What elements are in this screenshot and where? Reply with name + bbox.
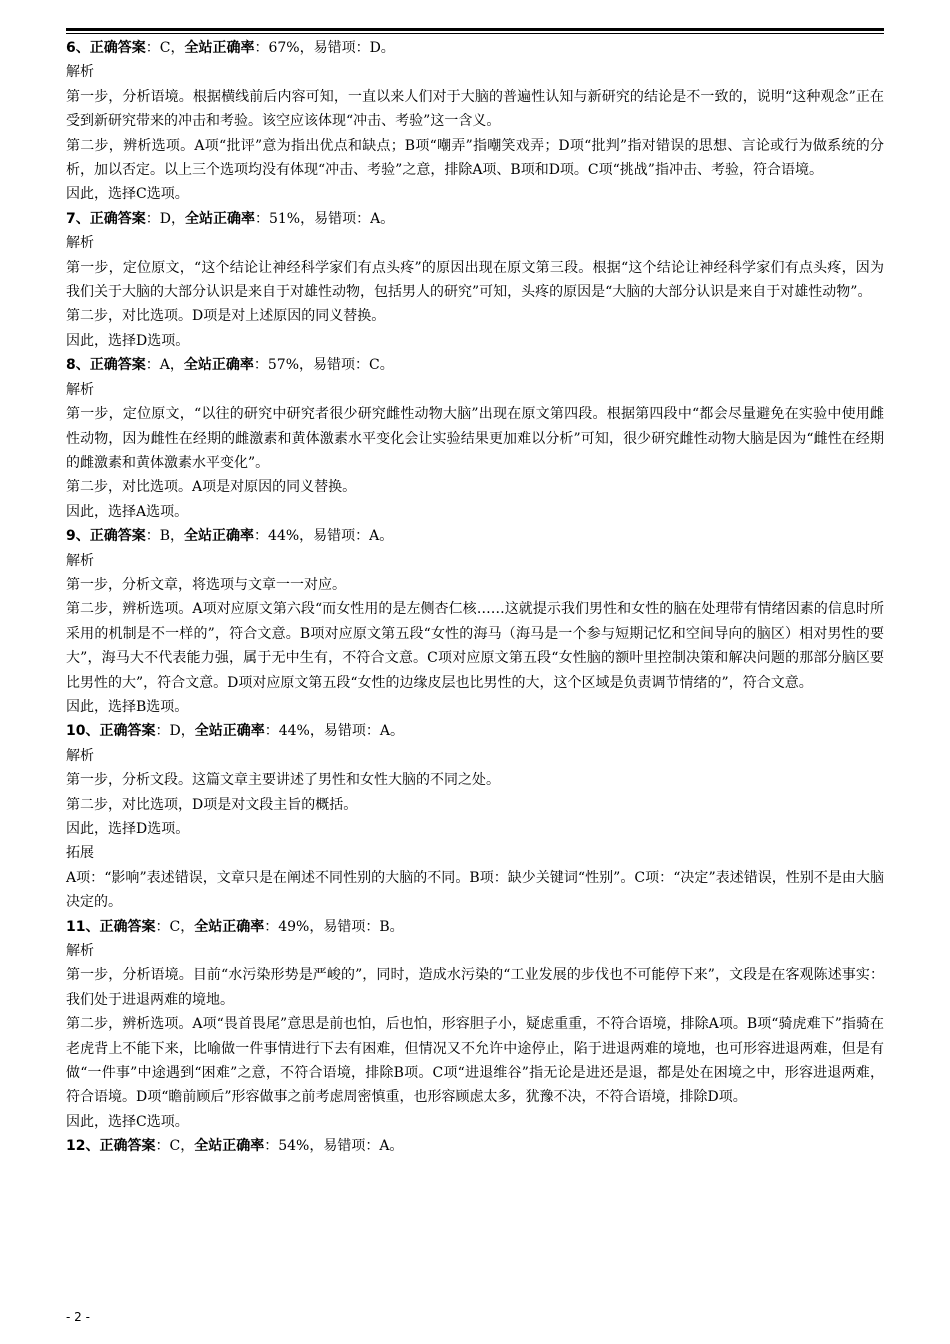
header-rule <box>66 28 884 34</box>
question-number: 10、 <box>66 723 100 740</box>
question-section <box>66 1134 884 1158</box>
rate-label: 全站正确率 <box>183 357 254 374</box>
rate-value: ：67%，易错项：D。 <box>254 40 395 56</box>
explanation-line: 因此，选择D选项。 <box>66 821 190 837</box>
answer-line <box>66 1134 884 1158</box>
explanation-paragraph: 第一步，分析语境。目前“水污染形势是严峻的”，同时，造成水污染的“工业发展的步伐也不可能停下来”，文段是在客观陈述事实：我们处于进退两难的境地。 <box>66 967 884 1008</box>
answer-label: 正确答案 <box>89 40 146 56</box>
answer-line <box>66 524 884 548</box>
explanation-line: 因此，选择C选项。 <box>66 1113 189 1130</box>
explanation-line: 第一步，分析文段。这篇文章主要讲述了男性和女性大脑的不同之处。 <box>66 772 500 789</box>
explanation-paragraph: 第二步，辨析选项。A项“畏首畏尾”意思是前也怕，后也怕，形容胆子小，疑虑重重，不符合语境，排除A项。B项“骑虎难下”指骑在老虎背上不能下来，比喻做一件事情进行下去有困难，但情况又不允许中途停止，陷于进退两难的境地，也可形容进退两难，但是有做“一件事”中途遇到“困难”之意，不符合语境，排除B项。C项“进退维谷”指无论是进还是退，都是处在困境之中，形容进退两难，符合语境。D项“瞻前顾后”形容做事之前考虑周密慎重，也形容顾虑太多，犹豫不决，不符合语境，排除D项。 <box>66 1016 884 1106</box>
question-number: 7、 <box>66 210 90 227</box>
explanation-line: 解析 <box>66 381 94 398</box>
explanation-line: 第一步，分析文章，将选项与文章一一对应。 <box>66 576 346 593</box>
answer-label: 正确答案 <box>89 528 146 545</box>
explanation-line: 解析 <box>66 235 94 252</box>
answer-line <box>66 915 884 939</box>
rate-label: 全站正确率 <box>184 528 255 545</box>
explanation-line: 因此，选择D选项。 <box>66 332 190 349</box>
question-number: 11、 <box>66 918 100 935</box>
question-section <box>66 524 884 719</box>
rate-label: 全站正确率 <box>184 40 255 56</box>
explanation-line: 第二步，对比选项，D项是对文段主旨的概括。 <box>66 796 358 813</box>
answer-line <box>66 36 884 60</box>
explanation-paragraph: 第一步，分析语境。根据横线前后内容可知，一直以来人们对于大脑的普遍性认知与新研究的结论是不一致的，说明“这种观念”正在受到新研究带来的冲击和考验。该空应该体现“冲击、考验”这一含义。 <box>66 88 884 130</box>
answer-value: ：D， <box>145 210 185 227</box>
question-number: 9、 <box>66 528 90 545</box>
question-number: 6、 <box>66 40 90 56</box>
explanation-paragraph: A项：“影响”表述错误，文章只是在阐述不同性别的大脑的不同。B项：缺少关键词“性别”。C项：“决定”表述错误，性别不是由大脑决定的。 <box>66 869 884 911</box>
explanation-line: 解析 <box>66 64 94 81</box>
page-content <box>66 36 884 1159</box>
answer-value: ：C， <box>155 918 195 935</box>
answer-line <box>66 353 884 377</box>
question-section <box>66 36 884 207</box>
explanation-line: 拓展 <box>66 845 94 862</box>
question-section <box>66 719 884 914</box>
answer-line <box>66 207 884 231</box>
answer-label: 正确答案 <box>99 918 156 935</box>
rate-value: ：54%，易错项：A。 <box>264 1138 404 1155</box>
explanation-line: 第二步，对比选项。D项是对上述原因的同义替换。 <box>66 308 386 325</box>
rate-label: 全站正确率 <box>194 1138 265 1155</box>
question-section <box>66 207 884 353</box>
explanation-paragraph: 第二步，辨析选项。A项对应原文第六段“而女性用的是左侧杏仁核……这就提示我们男性和女性的脑在处理带有情绪因素的信息时所采用的机制是不一样的”，符合文意。B项对应原文第五段“女性的海马（海马是一个参与短期记忆和空间导向的脑区）相对男性的要大”，海马大不代表能力强，属于无中生有，不符合文意。C项对应原文第五段“女性脑的额叶里控制决策和解决问题的那部分脑区要比男性的大”，符合文意。D项对应原文第五段“女性的边缘皮层也比男性的大，这个区域是负责调节情绪的”，符合文意。 <box>66 601 884 691</box>
rate-value: ：44%，易错项：A。 <box>254 528 394 545</box>
answer-value: ：A， <box>145 357 184 374</box>
answer-value: ：D， <box>155 723 195 740</box>
explanation-line: 第二步，对比选项。A项是对原因的同义替换。 <box>66 479 357 496</box>
question-section <box>66 915 884 1135</box>
explanation-line: 因此，选择A选项。 <box>66 503 189 520</box>
rate-label: 全站正确率 <box>184 210 255 227</box>
answer-value: ：B， <box>145 528 185 545</box>
explanation-line: 解析 <box>66 943 94 960</box>
rate-value: ：49%，易错项：B。 <box>264 918 404 935</box>
question-number: 8、 <box>66 357 90 374</box>
explanation-line: 解析 <box>66 747 94 764</box>
rate-label: 全站正确率 <box>194 723 265 740</box>
explanation-line: 因此，选择B选项。 <box>66 698 189 715</box>
answer-value: ：C， <box>145 40 185 56</box>
question-section <box>66 353 884 524</box>
answer-label: 正确答案 <box>89 357 146 374</box>
answer-line <box>66 719 884 743</box>
rate-value: ：57%，易错项：C。 <box>253 357 394 374</box>
explanation-line: 因此，选择C选项。 <box>66 186 189 203</box>
explanation-paragraph: 第一步，定位原文，“这个结论让神经科学家们有点头疼”的原因出现在原文第三段。根据“这个结论让神经科学家们有点头疼，因为我们关于大脑的大部分认识是来自于对雄性动物，包括男人的研究”可知，头疼的原因是“大脑的大部分认识是来自于对雄性动物”。 <box>66 259 884 301</box>
explanation-paragraph: 第一步，定位原文，“以往的研究中研究者很少研究雌性动物大脑”出现在原文第四段。根据第四段中“都会尽量避免在实验中使用雌性动物，因为雌性在经期的雌激素和黄体激素水平变化会让实验结果更加难以分析”可知，很少研究雌性动物大脑是因为“雌性在经期的雌激素和黄体激素水平变化”。 <box>66 406 884 471</box>
answer-label: 正确答案 <box>89 210 146 227</box>
answer-label: 正确答案 <box>99 723 156 740</box>
question-number: 12、 <box>66 1138 100 1155</box>
answer-label: 正确答案 <box>99 1138 156 1155</box>
explanation-line: 解析 <box>66 552 94 569</box>
answer-value: ：C， <box>155 1138 195 1155</box>
page-number: - 2 - <box>66 1310 90 1324</box>
rate-label: 全站正确率 <box>194 918 265 935</box>
explanation-paragraph: 第二步，辨析选项。A项“批评”意为指出优点和缺点；B项“嘲弄”指嘲笑戏弄；D项“批判”指对错误的思想、言论或行为做系统的分析，加以否定。以上三个选项均没有体现“冲击、考验”之意，排除A项、B项和D项。C项“挑战”指冲击、考验，符合语境。 <box>66 137 884 179</box>
rate-value: ：51%，易错项：A。 <box>254 210 395 227</box>
rate-value: ：44%，易错项：A。 <box>264 723 404 740</box>
